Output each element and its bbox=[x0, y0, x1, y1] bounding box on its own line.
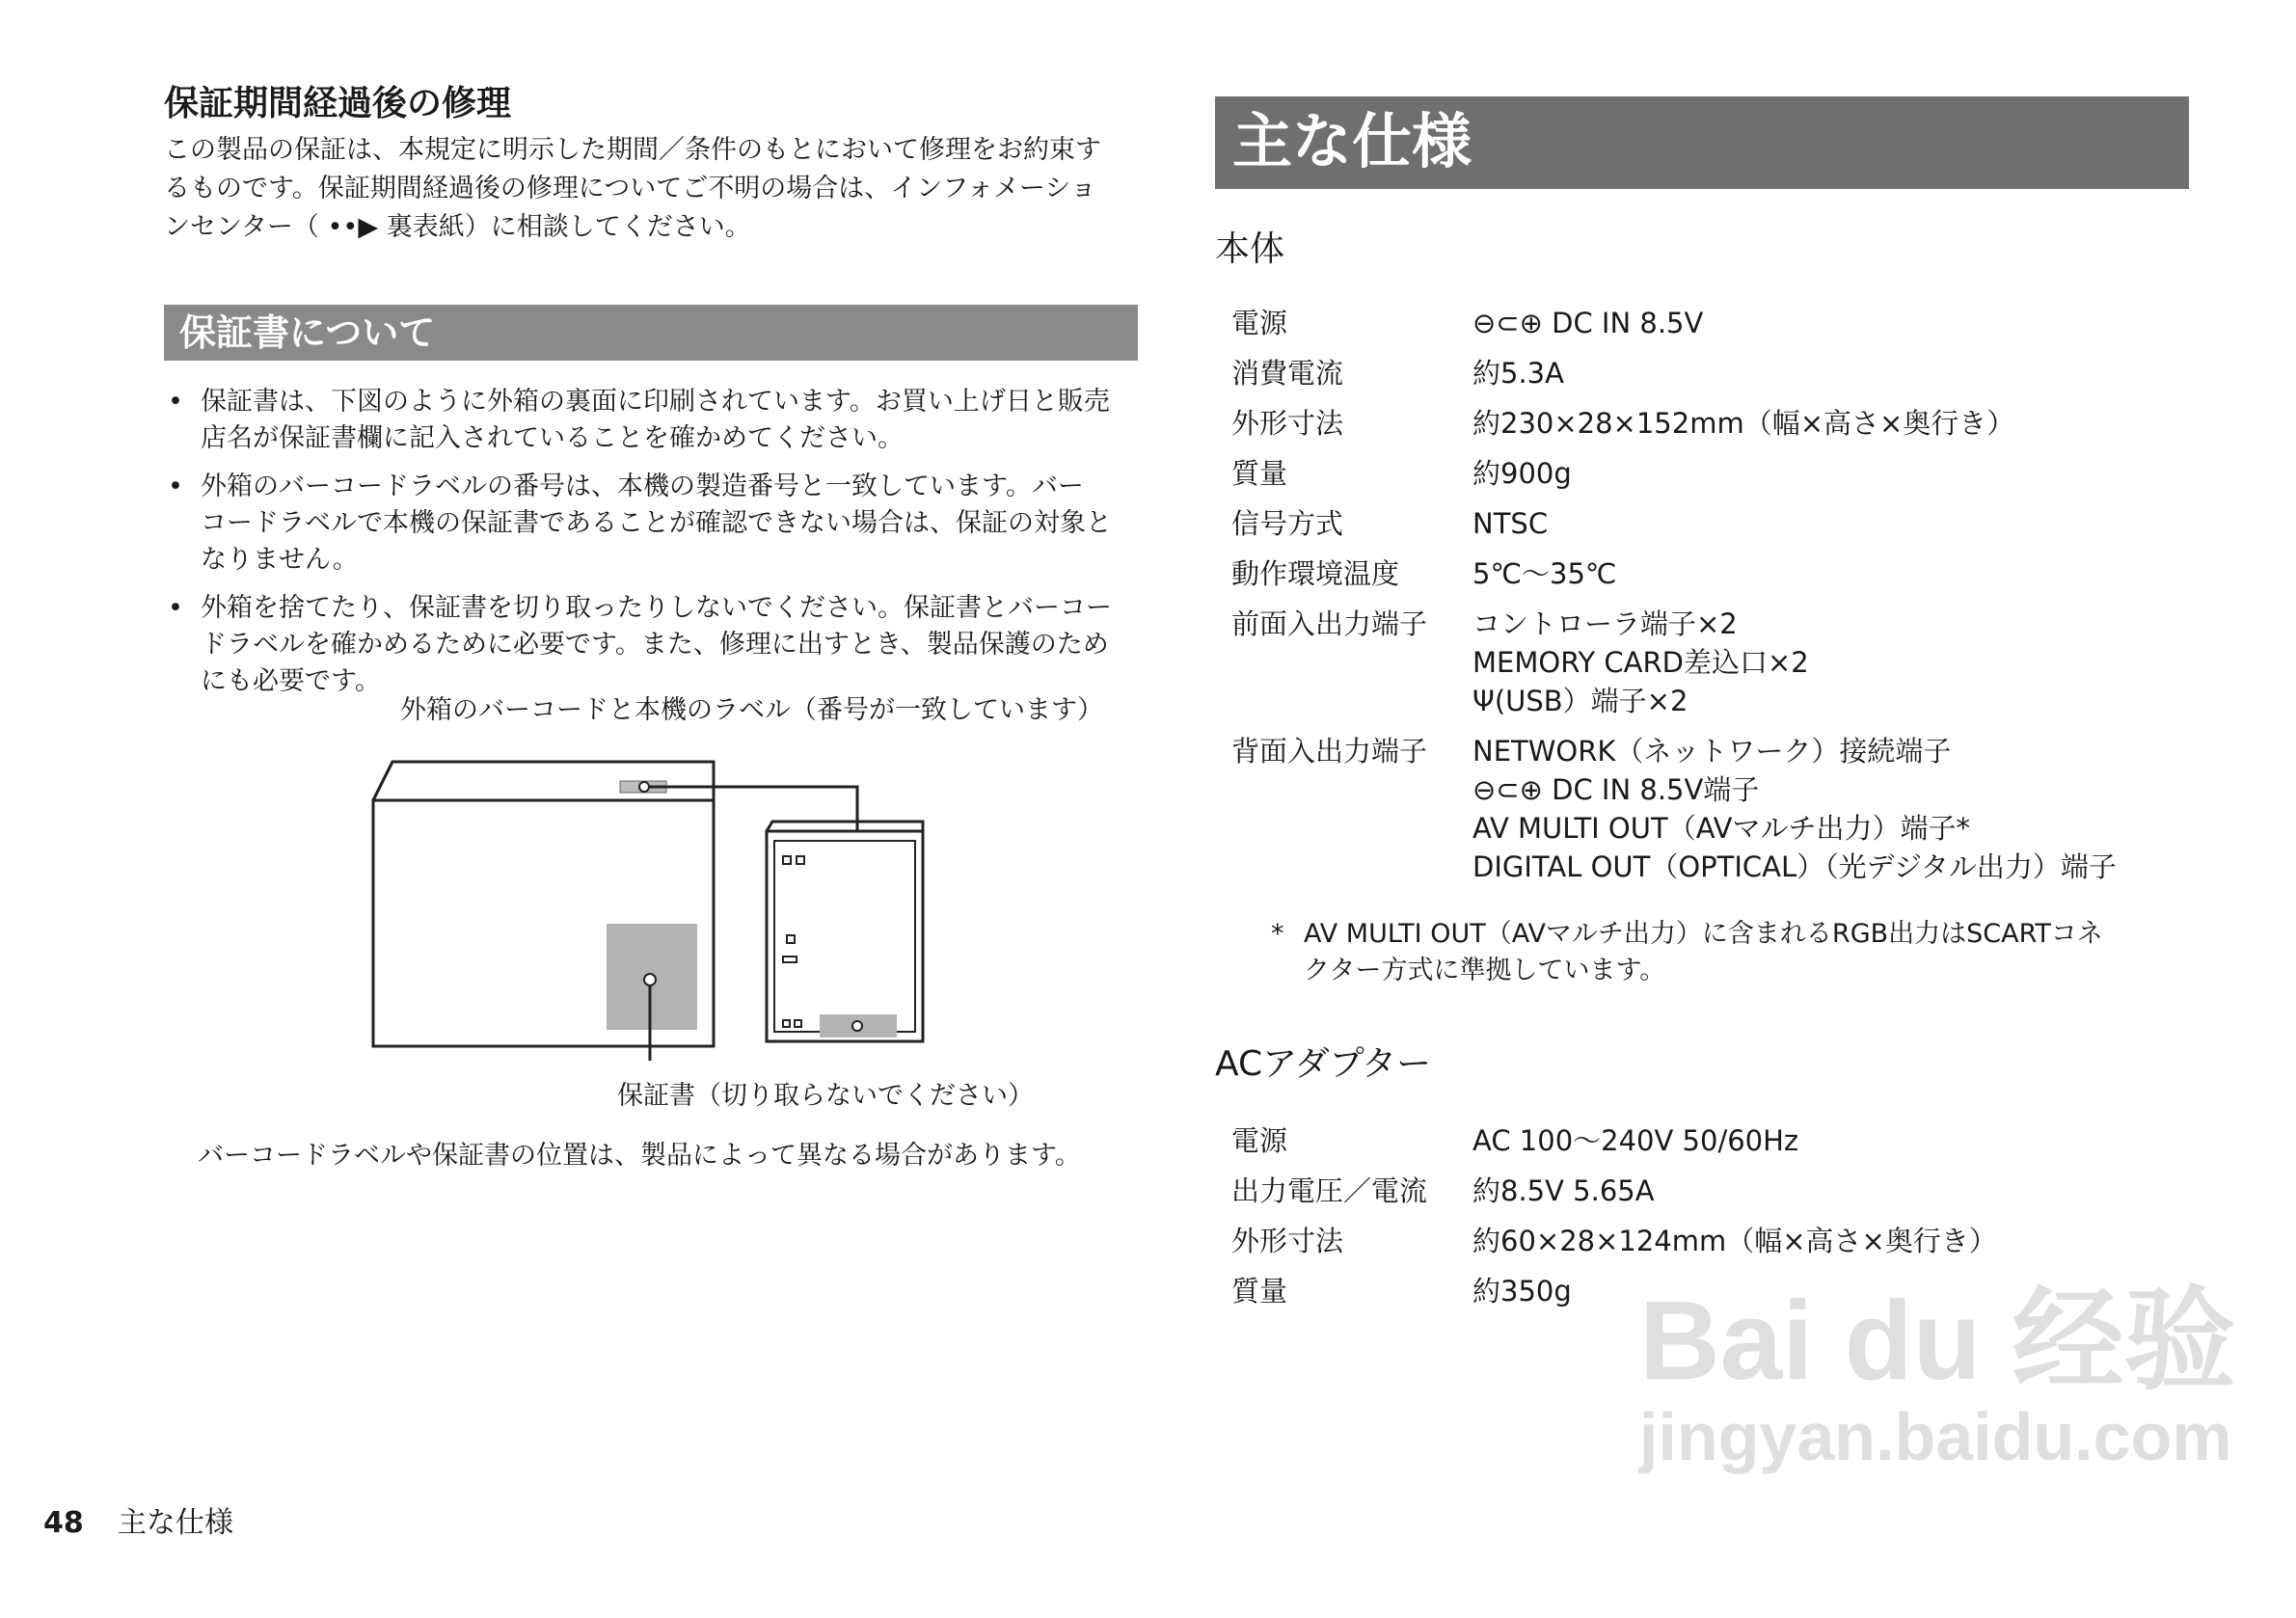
bullet-item bbox=[164, 590, 1138, 700]
spec-key: 質量 bbox=[1231, 1275, 1288, 1308]
repair-line: ンセンター（ ••▶ 裏表紙）に相談してください。 bbox=[164, 212, 751, 242]
spec-key: 信号方式 bbox=[1231, 507, 1344, 540]
bullet-item bbox=[164, 469, 1138, 579]
spec-key: 外形寸法 bbox=[1231, 407, 1344, 440]
spec-value: DIGITAL OUT（OPTICAL）（光デジタル出力）端子 bbox=[1472, 850, 2117, 883]
bullet-dot: • bbox=[168, 593, 183, 623]
diagram-caption-bottom: 保証書（切り取らないでください） bbox=[617, 1081, 1034, 1111]
specs-header-title: 主な仕様 bbox=[1232, 106, 1472, 176]
footnote-line: クター方式に準拠しています。 bbox=[1304, 956, 1666, 985]
bullet-line: ドラベルを確かめるために必要です。また、修理に出すとき、製品保護のため bbox=[201, 630, 1109, 660]
spec-row bbox=[1231, 304, 2196, 354]
footnote-star: * bbox=[1271, 919, 1284, 949]
bullet-line: 外箱のバーコードラベルの番号は、本機の製造番号と一致しています。バー bbox=[201, 472, 1084, 501]
bullet-item bbox=[164, 384, 1138, 457]
bullet-line: コードラベルで本機の保証書であることが確認できない場合は、保証の対象と bbox=[201, 508, 1112, 538]
spec-value: AV MULTI OUT（AVマルチ出力）端子* bbox=[1472, 812, 1971, 845]
bullet-line: なりません。 bbox=[201, 545, 359, 575]
spec-value: 約5.3A bbox=[1472, 357, 1564, 390]
spec-row bbox=[1231, 504, 2196, 554]
spec-row bbox=[1231, 554, 2196, 605]
spec-key: 前面入出力端子 bbox=[1231, 607, 1428, 640]
spec-value: 5℃～35℃ bbox=[1472, 557, 1617, 590]
repair-paragraph bbox=[164, 131, 1148, 247]
bullet-line: 外箱を捨てたり、保証書を切り取ったりしないでください。保証書とバーコー bbox=[201, 593, 1112, 623]
spec-key: 動作環境温度 bbox=[1231, 557, 1400, 590]
spec-value: 約60×28×124mm（幅×高さ×奥行き） bbox=[1472, 1225, 1997, 1257]
bullet-line: 店名が保証書欄に記入されていることを確かめてください。 bbox=[201, 423, 904, 453]
spec-value: NETWORK（ネットワーク）接続端子 bbox=[1472, 735, 1952, 768]
spec-value: ⊖⊂⊕ DC IN 8.5V bbox=[1472, 307, 1704, 339]
baidu-watermark bbox=[1639, 1278, 2236, 1475]
watermark-logo-text: Bai du 经验 bbox=[1639, 1278, 2236, 1403]
spec-row bbox=[1231, 732, 2196, 898]
spec-value: 約230×28×152mm（幅×高さ×奥行き） bbox=[1472, 407, 2015, 440]
box-diagram bbox=[357, 733, 935, 1061]
spec-row bbox=[1231, 454, 2196, 504]
position-note: バーコードラベルや保証書の位置は、製品によって異なる場合があります。 bbox=[198, 1141, 1081, 1171]
spec-value: Ψ(USB）端子×2 bbox=[1472, 685, 1688, 717]
repair-line: るものです。保証期間経過後の修理についてご不明の場合は、インフォメーショ bbox=[164, 174, 1096, 203]
spec-value: 約8.5V 5.65A bbox=[1472, 1174, 1655, 1207]
main-unit-section-title: 本体 bbox=[1215, 229, 1285, 269]
spec-value: MEMORY CARD差込口×2 bbox=[1472, 646, 1809, 679]
footnote-line: AV MULTI OUT（AVマルチ出力）に含まれるRGB出力はSCARTコネ bbox=[1304, 919, 2103, 949]
spec-row bbox=[1231, 1121, 2196, 1172]
watermark-url: jingyan.baidu.com bbox=[1639, 1399, 2232, 1474]
spec-row bbox=[1231, 1172, 2196, 1222]
bullet-line: にも必要です。 bbox=[201, 666, 381, 696]
warranty-section-title: 保証書について bbox=[179, 311, 436, 354]
spec-value: 約350g bbox=[1472, 1275, 1572, 1308]
spec-row bbox=[1231, 1222, 2196, 1272]
spec-value: AC 100～240V 50/60Hz bbox=[1472, 1124, 1799, 1157]
spec-key: 出力電圧／電流 bbox=[1231, 1174, 1428, 1207]
spec-value: 約900g bbox=[1472, 457, 1572, 490]
spec-key: 電源 bbox=[1231, 1124, 1288, 1157]
page-number: 48 bbox=[43, 1506, 84, 1540]
spec-value: コントローラ端子×2 bbox=[1472, 607, 1738, 640]
warranty-bullet-list bbox=[164, 384, 1138, 712]
diagram-caption-top: 外箱のバーコードと本機のラベル（番号が一致しています） bbox=[400, 695, 1103, 725]
spec-key: 電源 bbox=[1231, 307, 1288, 339]
spec-key: 質量 bbox=[1231, 457, 1288, 490]
spec-key: 消費電流 bbox=[1231, 357, 1344, 390]
ac-adapter-section-title: ACアダプター bbox=[1215, 1044, 1432, 1084]
spec-key: 背面入出力端子 bbox=[1231, 735, 1428, 768]
spec-value: ⊖⊂⊕ DC IN 8.5V端子 bbox=[1472, 773, 1760, 806]
bullet-line: 保証書は、下図のように外箱の裏面に印刷されています。お買い上げ日と販売 bbox=[201, 387, 1110, 417]
spec-value: NTSC bbox=[1472, 507, 1549, 540]
page-footer-title: 主な仕様 bbox=[118, 1506, 233, 1540]
spec-row bbox=[1231, 354, 2196, 404]
repair-line: この製品の保証は、本規定に明示した期間／条件のもとにおいて修理をお約束す bbox=[164, 135, 1101, 165]
spec-row bbox=[1231, 404, 2196, 454]
spec-key: 外形寸法 bbox=[1231, 1225, 1344, 1257]
spec-row bbox=[1231, 605, 2196, 732]
bullet-dot: • bbox=[168, 387, 183, 417]
main-unit-spec-table bbox=[1231, 304, 2196, 898]
repair-title: 保証期間経過後の修理 bbox=[164, 84, 512, 123]
bullet-dot: • bbox=[168, 472, 183, 501]
